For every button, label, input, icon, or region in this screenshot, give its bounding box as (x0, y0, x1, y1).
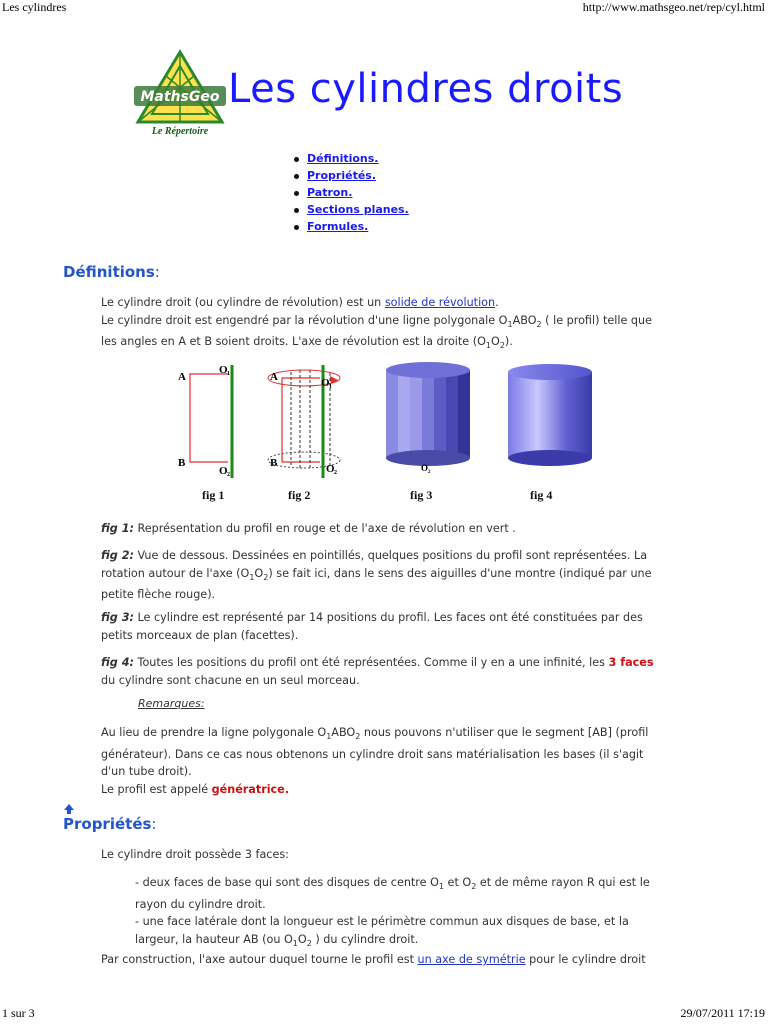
toc-item (294, 169, 409, 186)
fig2-description (101, 547, 666, 604)
definitions-heading: Définitions: (63, 263, 160, 281)
toc-link-definitions[interactable]: Définitions. (307, 152, 379, 165)
bullet-icon (294, 208, 299, 213)
toc-item (294, 186, 409, 203)
text: - une face latérale dont la longueur est le périmètre commun aux disques de base, et la largeur, la hauteur AB (ou O (135, 915, 629, 946)
proprietes-heading: Propriétés: (63, 815, 157, 833)
fig1-label-o1: O (219, 364, 228, 376)
definitions-paragraph (101, 294, 666, 355)
table-of-contents (294, 152, 409, 237)
bullet-icon (294, 174, 299, 179)
text: Le cylindre est représenté par 14 positions du profil. Les faces ont été constituées par des petits morceaux de plan (facettes). (101, 611, 643, 642)
text: Toutes les positions du profil ont été représentées. Comme il y en a une infinité, les (133, 656, 609, 669)
proprietes-heading-text: Propriétés (63, 815, 152, 833)
fig1-label-o2: O (219, 465, 228, 477)
fig4-description (101, 654, 666, 689)
highlight-generatrice: génératrice. (211, 782, 290, 796)
fig2-label-o2: O (326, 463, 335, 475)
print-header-title: Les cylindres (2, 0, 67, 14)
toc-item (294, 203, 409, 220)
toc-link-proprietes[interactable]: Propriétés. (307, 169, 377, 182)
toc-item (294, 220, 409, 237)
subscript: 1 (292, 938, 298, 948)
text: ( le profil) telle que les angles en A et B soient droits. L'axe de révolution est la droite (O (101, 313, 653, 349)
text: pour le cylindre droit (525, 953, 646, 966)
link-solide-revolution[interactable]: solide de révolution (384, 296, 496, 309)
page-title: Les cylindres droits (228, 66, 624, 112)
remarks-paragraph (101, 724, 666, 798)
text: - deux faces de base qui sont des disques de centre O (135, 876, 439, 889)
fig1-label-b: B (178, 457, 186, 469)
logo-tagline: Le Répertoire (151, 126, 209, 137)
proprietes-list (135, 874, 655, 952)
text: O (297, 932, 307, 946)
text: et de même rayon R qui est le rayon du cylindre droit. (135, 876, 650, 911)
subscript: 1 (485, 341, 492, 351)
text: O (254, 566, 264, 580)
fig3-label: fig 3: (101, 611, 134, 624)
remarks-label: Remarques: (138, 697, 205, 710)
fig2-label: fig 2: (101, 549, 134, 562)
fig2-caption: fig 2 (288, 488, 311, 502)
subscript: 2 (536, 319, 542, 329)
fig2-label-o1: O (321, 377, 330, 389)
proprietes-intro: Le cylindre droit possède 3 faces: (101, 848, 289, 861)
link-axe-de-symetrie[interactable]: un axe de symétrie (417, 953, 526, 966)
fig1-label-o2-sub: 2 (227, 472, 230, 478)
proprietes-symmetry (101, 951, 666, 969)
text: Au lieu de prendre la ligne polygonale O (101, 726, 327, 739)
fig1-label-a: A (178, 371, 186, 383)
subscript: 2 (306, 938, 312, 948)
toc-link-patron[interactable]: Patron. (307, 186, 353, 199)
toc-link-sections[interactable]: Sections planes. (307, 203, 409, 216)
text: ) du cylindre droit. (311, 932, 419, 946)
fig1-drawing (178, 364, 232, 478)
fig1-caption: fig 1 (202, 488, 225, 502)
text: et O (444, 876, 472, 889)
print-header (0, 0, 768, 16)
fig1-description (101, 520, 666, 538)
definitions-heading-text: Définitions (63, 263, 155, 281)
text: ABO (512, 313, 537, 327)
text: Représentation du profil en rouge et de l'axe de révolution en vert . (133, 522, 516, 535)
cylinder-figures (170, 360, 610, 505)
fig4-label: fig 4: (101, 656, 134, 669)
bullet-icon (294, 191, 299, 196)
fig2-label-a: A (270, 371, 278, 383)
fig1-label-o1-sub: 1 (227, 371, 230, 377)
fig2-label-b: B (270, 457, 278, 469)
text: Par construction, l'axe autour duquel tourne le profil est (101, 953, 418, 966)
subscript: 1 (326, 732, 332, 742)
bullet-icon (294, 157, 299, 162)
fig4-drawing (508, 364, 592, 466)
fig3-drawing (386, 362, 470, 475)
text: nous pouvons n'utiliser que le segment [AB] (profil générateur). Dans ce cas nous obtenons un cylindre droit sans matérialisation les bases (il s'agit d'un tube droit). (101, 726, 649, 779)
fig3-label-o2: O (421, 463, 429, 473)
text: Le cylindre droit (ou cylindre de révolution) est un (101, 296, 385, 309)
subscript: 1 (507, 319, 513, 329)
highlight-3-faces: 3 faces (608, 656, 654, 669)
print-footer-page: 1 sur 3 (2, 1006, 35, 1020)
print-header-url: http://www.mathsgeo.net/rep/cyl.html (582, 0, 765, 14)
fig3-label-o2-sub: 2 (428, 470, 431, 475)
subscript: 2 (263, 572, 269, 582)
subscript: 2 (355, 732, 361, 742)
fig2-drawing (268, 365, 340, 478)
text: ) se fait ici, dans le sens des aiguilles d'une montre (indiqué par une petite flèche rouge). (101, 566, 652, 602)
text: ). (504, 335, 513, 349)
text: du cylindre sont chacune en un seul morceau. (101, 673, 360, 687)
subscript: 2 (499, 341, 505, 351)
fig3-description (101, 609, 666, 644)
subscript: 2 (471, 882, 477, 892)
subscript: 1 (438, 882, 444, 892)
print-footer (0, 1006, 768, 1022)
fig2-label-o1-sub: 1 (329, 384, 332, 390)
toc-item (294, 152, 409, 169)
fig3-caption: fig 3 (410, 488, 433, 502)
bullet-icon (294, 225, 299, 230)
fig2-label-o2-sub: 2 (334, 470, 337, 476)
text: ABO (331, 726, 356, 739)
print-footer-date: 29/07/2011 17:19 (680, 1006, 765, 1020)
toc-link-formules[interactable]: Formules. (307, 220, 369, 233)
mathsgeo-logo[interactable] (130, 48, 230, 138)
fig1-label: fig 1: (101, 522, 134, 535)
text: . (495, 296, 499, 309)
fig4-caption: fig 4 (530, 488, 553, 502)
text: O (491, 335, 500, 349)
figures-svg (170, 360, 610, 505)
text: Le profil est appelé (101, 782, 212, 796)
subscript: 1 (249, 572, 255, 582)
text: Le cylindre droit est engendré par la révolution d'une ligne polygonale O (101, 313, 508, 327)
logo-name: MathsGeo (140, 89, 220, 105)
text: Vue de dessous. Dessinées en pointillés, quelques positions du profil sont représentées. La rotation autour de l'axe (O (101, 549, 648, 580)
